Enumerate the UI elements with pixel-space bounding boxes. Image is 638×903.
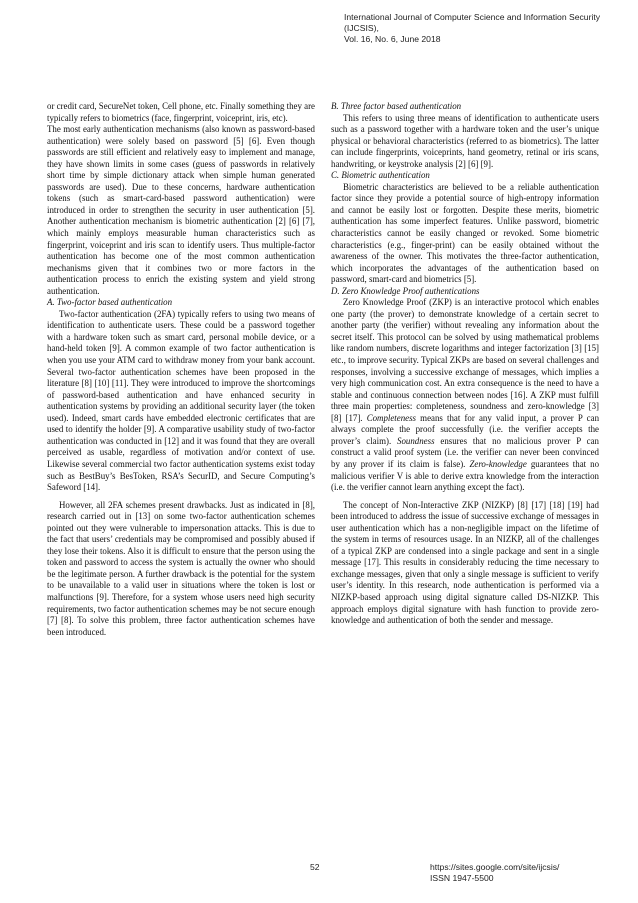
section-heading-a: A. Two-factor based authentication [47,297,173,308]
journal-title: International Journal of Computer Science and Information Security (IJCSIS), [344,12,601,33]
section-heading-d: D. Zero Knowledge Proof authentications [331,285,480,296]
journal-volume: Vol. 16, No. 6, June 2018 [344,34,441,44]
right-column [331,101,599,627]
term-soundness: Soundness [397,435,435,446]
journal-header [344,12,604,45]
paragraph: The most early authentication mechanisms (also known as password-based authentication) were solely based on password [5] [6]. Even though passwords are still efficient and relatively easy to implement and manage, they have shown limits in some cases (guess of passwords in relatively short time by simple dictionary attack when simple human generated passwords are used). Due to these concerns, hardware authentication tokens (such as smart-card-based password authentication) were introduced in order to strengthen the security in user authentication [5]. Another authentication mechanism is biometric authentication [2] [6] [7], which mainly employs measurable human characteristics such as fingerprint, voiceprint and iris scan to identify users. Thus multiple-factor authentication has become one of the most common authentication mechanisms given that it combines two or more factors in the authentication process to enrich the existing system and yield strong authentication. [47,124,315,296]
paragraph: This refers to using three means of identification to authenticate users such as a password together with a hardware token and the user’s unique physical or behavioral characteristics (referred to as biometrics). The latter can include fingerprints, voiceprints, hand geometry, retinal or iris scans, handwriting, or keystroke analysis [2] [6] [9]. [331,112,599,169]
paragraph: Two-factor authentication (2FA) typically refers to using two means of identification to authenticate users. These could be a password together with a hardware token such as smart card, personal mobile device, or a hand-held token [9]. A common example of two factor authentication is when you use your ATM card to withdraw money from your bank account. Several two-factor authentication schemes have been proposed in the literature [8] [10] [11]. They were introduced to improve the shortcomings of password-based authentication and have enhanced security in authentication systems by providing an additional security layer (the token used). Indeed, smart cards have embedded electronic certificates that are used to identify the holder [9]. A comparative usability study of two-factor authentication was conducted in [12] and it was found that they are overall perceived as usable, regardless of motivation and/or context of use. Likewise several commercial two factor authentication systems exist today such as BestBuy’s BesToken, RSA’s SecurID, and Secure Computing’s Safeword [14]. [47,308,315,493]
section-heading-c: C. Biometric authentication [331,170,430,181]
text-run: ensures that no malicious prover P can construct a valid proof system (i.e. the verifier can never been convinced by any prover if its claim is false). [331,435,599,469]
footer-url: https://sites.google.com/site/ijcsis/ [430,862,560,872]
paragraph: However, all 2FA schemes present drawbacks. Just as indicated in [8], research carried out in [13] on some two-factor authentication schemes pointed out they were vulnerable to impersonation attacks. This is due to the fact that users’ credentials may be compromised and possibly abused if they lose their tokens. Also it is difficult to ensure that the person using the token and password to access the system is actually the owner who should be the legitimate person. A further drawback is the potential for the system to be unavailable to a valid user in situations where the token is lost or malfunctions [9]. Therefore, for a system whose users need high security requirements, two factor authentication schemes may be not secure enough [7] [8]. To solve this problem, three factor authentication schemes have been introduced. [47,499,315,637]
term-completeness: Completeness [366,412,416,423]
footer-issn: ISSN 1947-5500 [430,873,494,883]
paragraph: or credit card, SecureNet token, Cell phone, etc. Finally something they are typically refers to biometrics (face, fingerprint, voiceprint, iris, etc). [47,101,315,123]
footer-info [430,862,559,884]
paragraph: Biometric characteristics are believed to be a reliable authentication factor since they provide a potential source of high-entropy information and cannot be easily lost or forgotten. Despite these merits, biometric authentication has some imperfect features. Unlike password, biometric characteristics cannot be easily changed or revoked. Some biometric characteristics (e.g., finger-print) can be easily obtained without the awareness of the owner. This motivates the three-factor authentication, which incorporates the advantages of the authentication based on password, smart-card and biometrics [5]. [331,181,599,285]
term-zero-knowledge: Zero-knowledge [469,458,527,469]
paragraph [331,297,599,493]
text-run: Zero Knowledge Proof (ZKP) is an interactive protocol which enables one party (the prover) to demonstrate knowledge of a certain secret to another party (the verifier) without revealing any information about the secret itself. This protocol can be solved by using mathematical problems like random numbers, discrete logarithms and integer factorization [3] [15] etc., to improve security. Typical ZKPs are based on several challenges and responses, involving a successive exchange of messages, which implies a very high communication cost. An extra consequence is the need to have a stable and continuous connection between nodes [16]. A ZKP must fulfill three main properties: completeness, soundness and zero-knowledge [3] [8] [17]. [331,297,599,423]
section-heading-b: B. Three factor based authentication [331,101,462,111]
page-number: 52 [310,862,320,872]
text-run: guarantees that no malicious verifier V is able to derive extra knowledge from the interaction (i.e. the verifier cannot learn anything except the fact). [331,458,600,493]
paragraph: The concept of Non-Interactive ZKP (NIZKP) [8] [17] [18] [19] had been introduced to address the issue of successive exchange of messages in user authentication which has a non-negligible impact on the lifetime of the system in terms of resources usage. In an NIZKP, all of the challenges of a typical ZKP are condensed into a single package and sent in a single message [17]. This results in considerably reducing the time necessary to exchange messages, given that only a single message is sufficient to verify user’s identity. In this research, node authentication is performed via a NIZKP-based approach using digital signature called DS-NIZKP. This approach employs digital signature with hash function to provide zero-knowledge and authentication of both the sender and message. [331,499,599,626]
left-column [47,101,315,638]
text-run: means that for any valid input, a prover P can always complete the proof successfully (i.e. the verifier accepts the prover’s claim). [331,412,600,446]
